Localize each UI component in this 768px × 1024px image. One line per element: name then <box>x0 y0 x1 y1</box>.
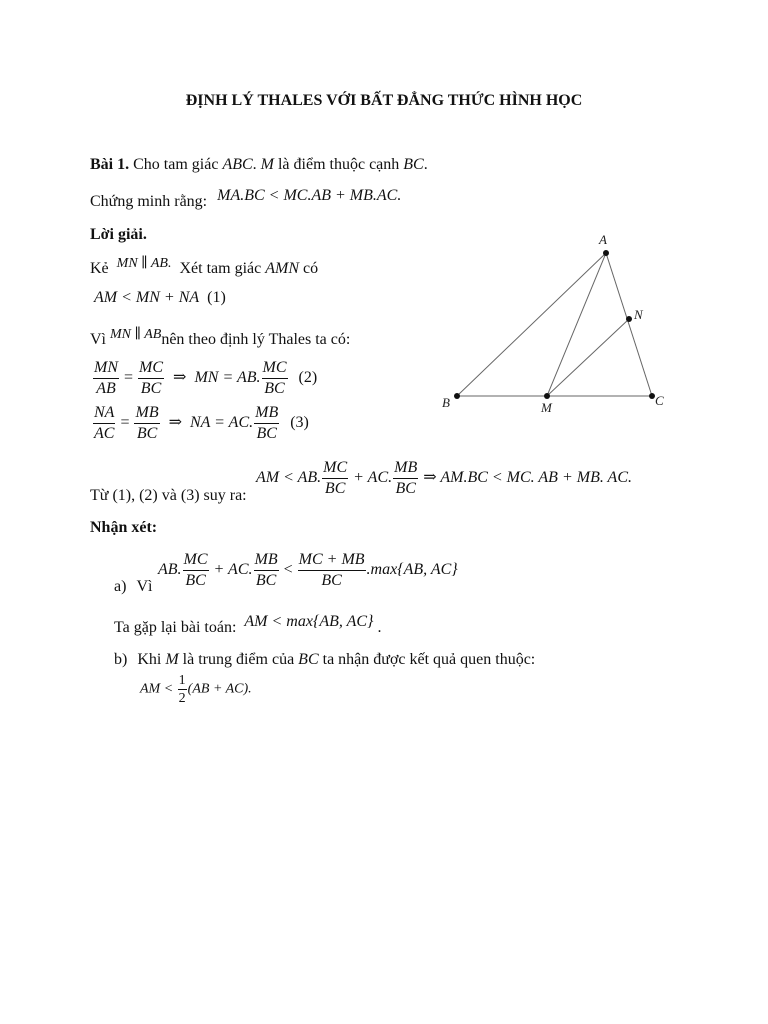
equation-3: $\frac{NA}{AC}$ = $\frac{MB}{BC}$ ⇒ NA = AC. $\frac{MB}{BC}$ (3) <box>94 404 309 442</box>
point-b <box>454 393 460 399</box>
point-n <box>626 316 632 322</box>
fraction: $\frac{MC}{BC}$ <box>139 359 164 397</box>
period: . <box>423 156 428 173</box>
label-b: B <box>442 395 450 410</box>
remarks-label: Nhận xét: <box>90 519 158 536</box>
label-m: M <box>541 400 552 415</box>
max-expression: AM < max{AB, AC} <box>244 613 374 630</box>
equation-2: $\frac{MN}{AB}$ = $\frac{MC}{BC}$ ⇒ MN = AB. $\frac{MC}{BC}$ (2) <box>94 359 318 397</box>
fraction: $\frac{MB}{BC}$ <box>255 404 279 442</box>
fraction: $\frac{MC}{BC}$ <box>323 459 348 497</box>
vi-word: Vì <box>90 331 106 348</box>
inequality-1 <box>94 289 226 307</box>
point-m: M <box>260 156 274 173</box>
ineq1-tag: (1) <box>207 289 226 306</box>
triangle-figure <box>440 230 680 420</box>
separator: . <box>252 156 261 173</box>
problem-text-mid: là điểm thuộc cạnh <box>273 156 404 173</box>
label-a: A <box>599 232 607 247</box>
fraction: $\frac{MC}{BC}$ <box>183 551 208 589</box>
thales-line <box>90 327 351 349</box>
problem-statement <box>90 156 428 174</box>
parallel-expression-2: MN ∥ AB <box>110 327 162 342</box>
label-c: C <box>655 393 664 408</box>
triangle-amn: AMN <box>265 260 300 277</box>
segment-ac <box>606 253 652 396</box>
remark-a-follow: Ta gặp lại bài toán: AM < max{AB, AC} . <box>114 613 382 636</box>
construction-line <box>90 256 319 278</box>
fraction: $\frac{NA}{AC}$ <box>94 404 115 442</box>
eq3-result: NA = AC. <box>190 414 254 432</box>
problem-label: Bài 1. <box>90 156 130 173</box>
label-n: N <box>634 307 643 322</box>
fraction: $\frac{MB}{BC}$ <box>254 551 278 589</box>
page-title: ĐỊNH LÝ THALES VỚI BẤT ĐẲNG THỨC HÌNH HỌC <box>185 92 583 109</box>
conclude-text: Từ (1), (2) và (3) suy ra: <box>90 487 247 504</box>
fraction: $\frac{MC}{BC}$ <box>262 359 287 397</box>
prove-label: Chứng minh rằng: <box>90 193 208 210</box>
triangle-name: ABC <box>222 156 253 173</box>
fraction: $\frac{MB}{BC}$ <box>394 459 418 497</box>
segment-mn <box>547 319 629 396</box>
point-a <box>603 250 609 256</box>
segment-bc: BC <box>403 156 424 173</box>
eq3-tag: (3) <box>290 414 309 432</box>
triangle-text-post: có <box>299 260 319 277</box>
prove-line <box>90 187 402 211</box>
eq2-result: MN = AB. <box>194 369 261 387</box>
triangle-text: Xét tam giác <box>179 260 266 277</box>
conclude-expression: AM < AB. $\frac{MC}{BC}$ + AC. $\frac{MB}{BC}$ ⇒ AM.BC < MC. AB + MB. AC. <box>256 459 632 497</box>
parallel-expression: MN ∥ AB. <box>116 256 172 271</box>
ke-word: Kẻ <box>90 260 109 277</box>
remark-b: b) Khi M là trung điểm của BC ta nhận được kết quả quen thuộc: <box>114 651 536 668</box>
remark-a-expression: AB. $\frac{MC}{BC}$ + AC. $\frac{MB}{BC}$ < $\frac{MC + MB}{BC}$ .max{AB, AC} <box>158 551 458 589</box>
point-m <box>544 393 550 399</box>
segment-am <box>547 253 606 396</box>
eq2-tag: (2) <box>298 369 318 387</box>
fraction: $\frac{1}{2}$ <box>178 673 186 706</box>
problem-text: Cho tam giác <box>129 156 223 173</box>
ineq1-expression: AM < MN + NA <box>94 289 200 306</box>
fraction: $\frac{MN}{AB}$ <box>94 359 118 397</box>
remark-b-expression: AM < $\frac{1}{2}$ (AB + AC). <box>140 673 252 706</box>
fraction: $\frac{MB}{BC}$ <box>135 404 159 442</box>
solution-label: Lời giải. <box>90 226 147 243</box>
fraction: $\frac{MC + MB}{BC}$ <box>298 551 365 589</box>
prove-expression: MA.BC < MC.AB + MB.AC. <box>217 187 402 204</box>
remark-a-label: a) Vì <box>114 578 153 595</box>
thales-text: nên theo định lý Thales ta có: <box>161 331 351 348</box>
segment-ab <box>457 253 606 396</box>
